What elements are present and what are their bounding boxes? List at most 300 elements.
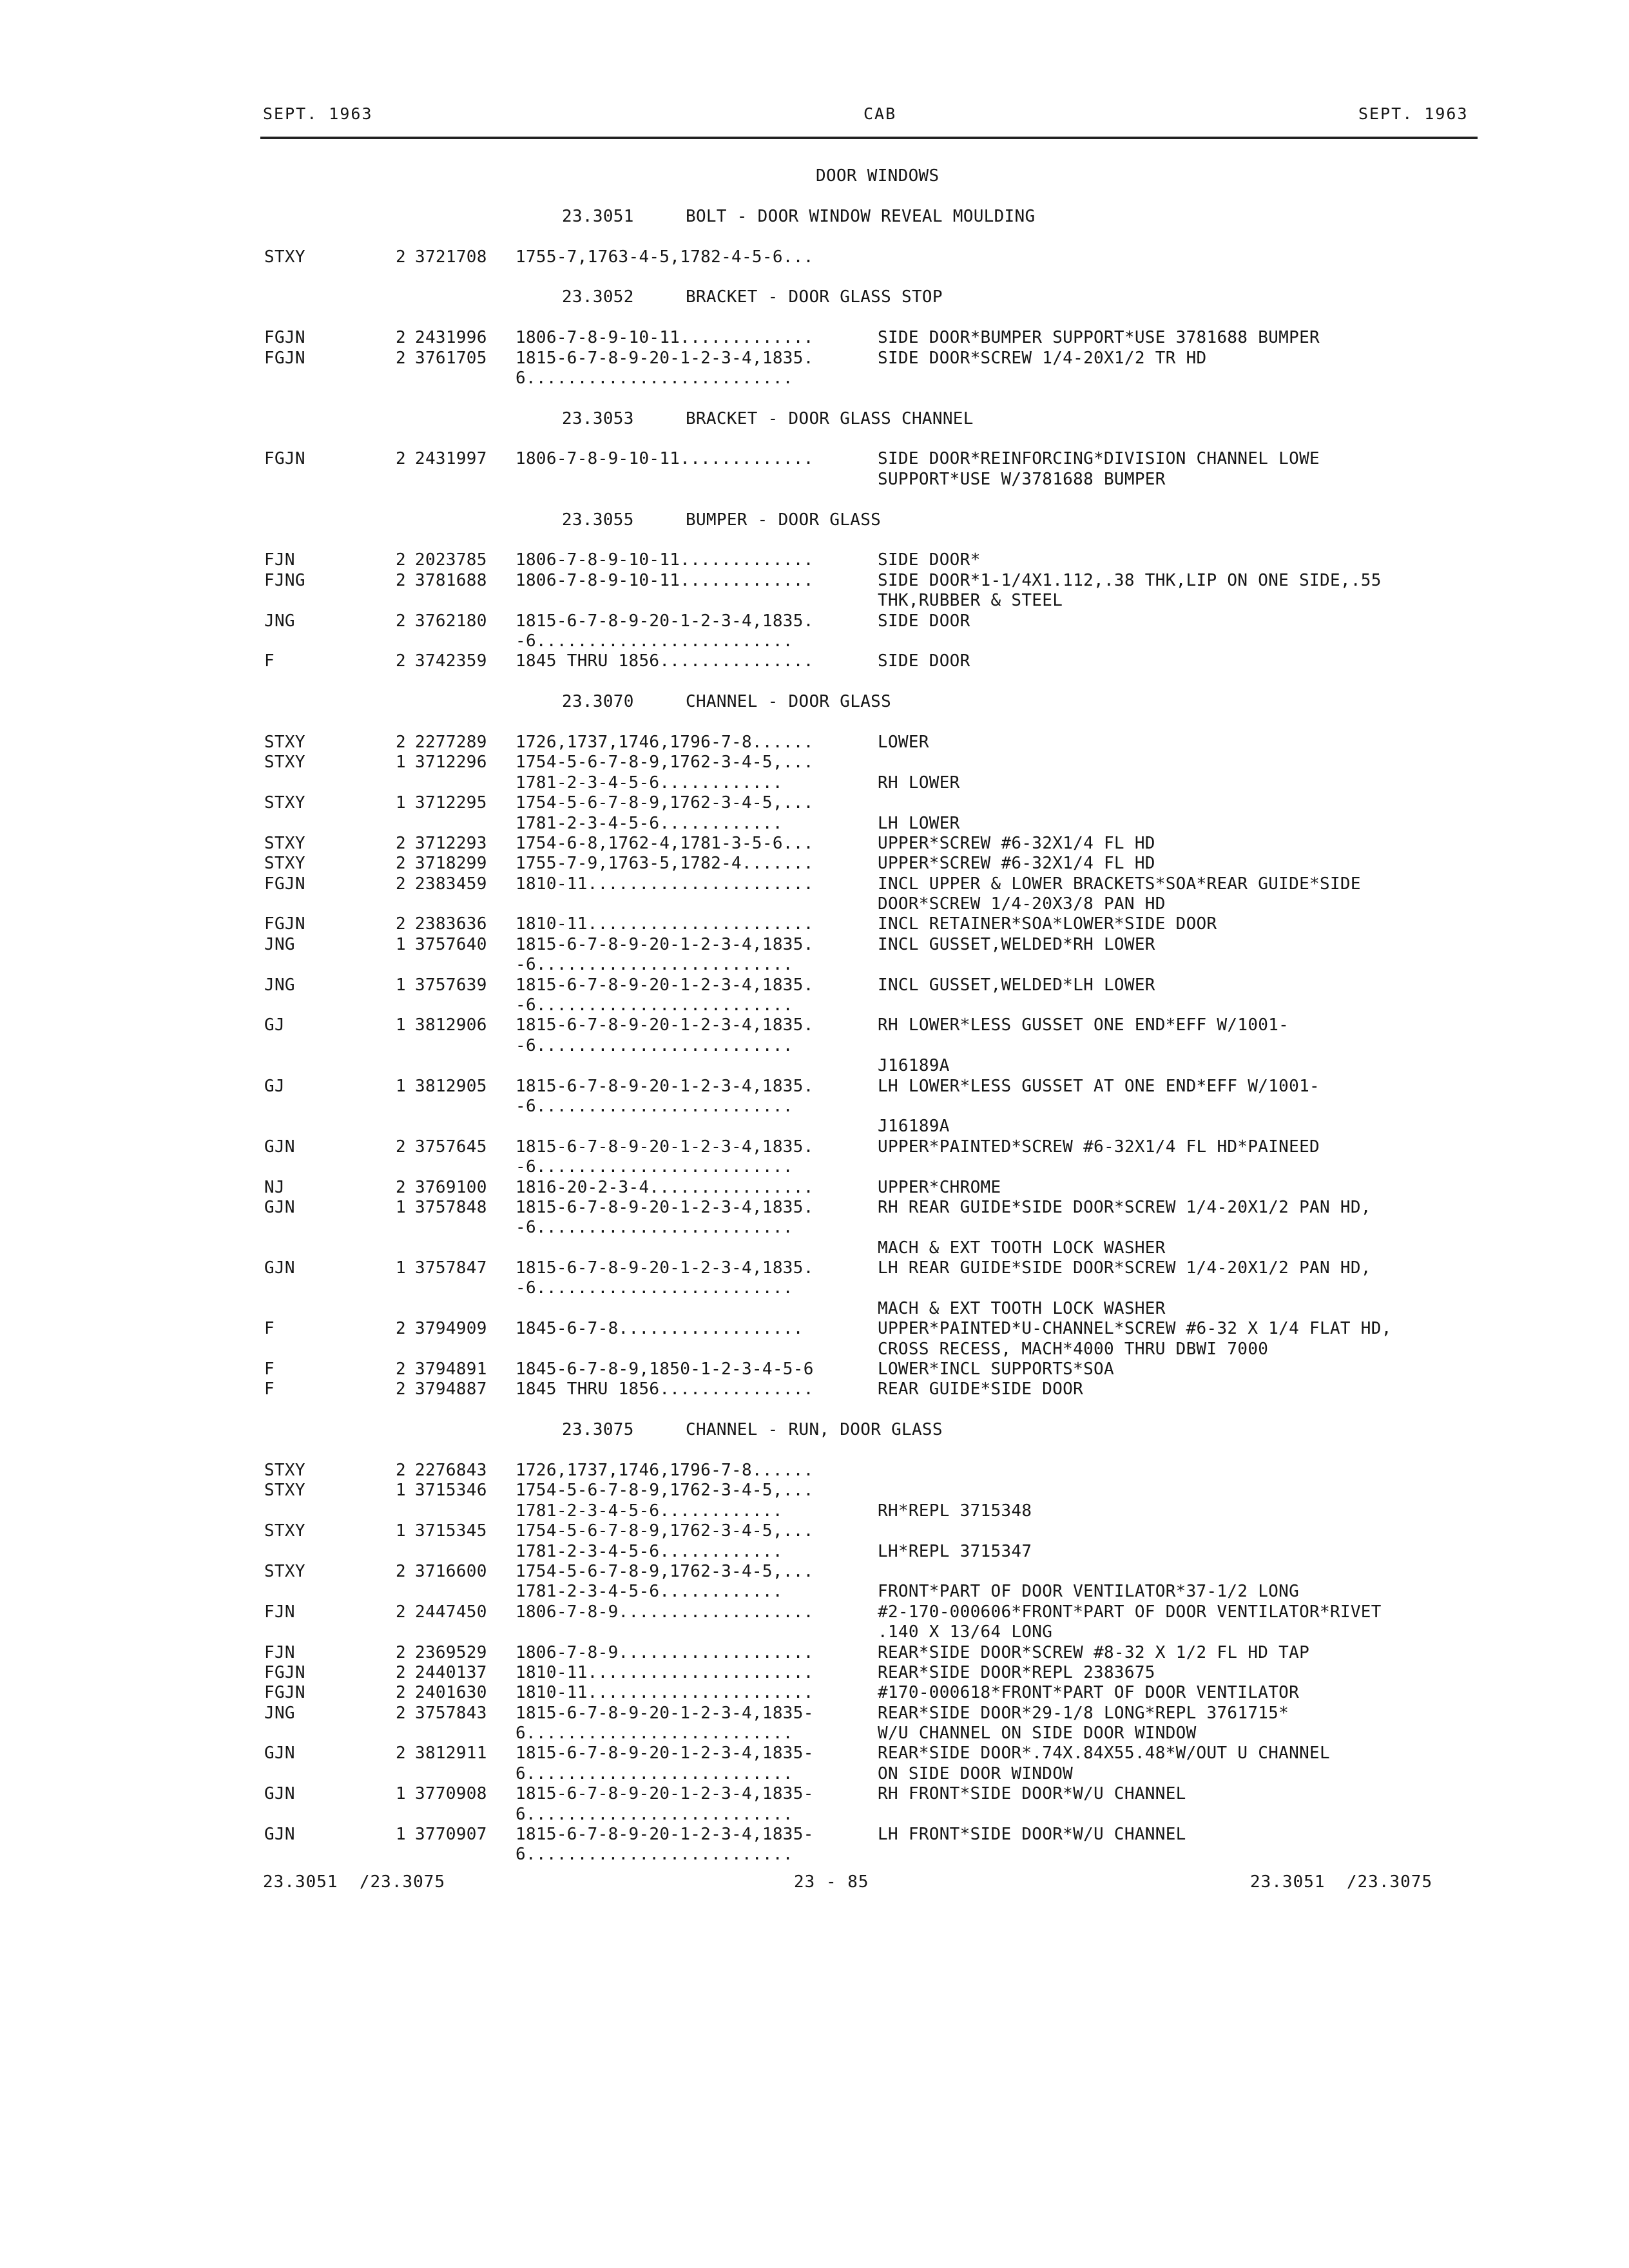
part-description: LOWER (878, 732, 929, 752)
part-row (0, 1744, 1629, 1763)
part-number: 2277289 (415, 732, 487, 752)
part-description: LH REAR GUIDE*SIDE DOOR*SCREW 1/4-20X1/2 PAN HD, (878, 1258, 1371, 1278)
part-row (0, 449, 1629, 469)
model-codes: FGJN (264, 348, 305, 368)
line-spacer (0, 389, 1629, 408)
model-codes: STXY (264, 1561, 305, 1581)
model-codes: STXY (264, 1461, 305, 1480)
application-models: 1815-6-7-8-9-20-1-2-3-4,1835. (516, 975, 814, 995)
application-models: 6.......................... (516, 1724, 793, 1744)
application-models: -6......................... (516, 1035, 793, 1055)
line-spacer (0, 490, 1629, 510)
section-title: BRACKET - DOOR GLASS CHANNEL (686, 408, 974, 428)
quantity: 2 (396, 1703, 406, 1723)
part-number: 3812905 (415, 1076, 487, 1096)
application-models: 1845 THRU 1856............... (516, 651, 814, 671)
quantity: 2 (396, 651, 406, 671)
model-codes: FGJN (264, 1662, 305, 1682)
application-models: 6.......................... (516, 368, 793, 388)
part-number: 3761705 (415, 348, 487, 368)
section-title: BRACKET - DOOR GLASS STOP (686, 287, 943, 307)
part-number: 3770907 (415, 1825, 487, 1845)
quantity: 1 (396, 793, 406, 813)
model-codes: FGJN (264, 1683, 305, 1703)
quantity: 1 (396, 1197, 406, 1217)
part-row (0, 1683, 1629, 1703)
quantity: 2 (396, 1177, 406, 1197)
continuation-line (0, 1764, 1629, 1784)
quantity: 1 (396, 1015, 406, 1035)
part-number: 2431997 (415, 449, 487, 469)
continuation-line (0, 1117, 1629, 1137)
part-number: 3712295 (415, 793, 487, 813)
quantity: 1 (396, 1521, 406, 1541)
model-codes: JNG (264, 975, 295, 995)
model-codes: GJN (264, 1744, 295, 1763)
model-codes: FGJN (264, 449, 305, 469)
part-row (0, 1461, 1629, 1481)
model-codes: GJN (264, 1825, 295, 1845)
model-codes: STXY (264, 247, 305, 267)
part-description: RH LOWER (878, 773, 960, 793)
quantity: 2 (396, 1602, 406, 1622)
part-row (0, 1602, 1629, 1622)
quantity: 1 (396, 975, 406, 995)
part-row (0, 1077, 1629, 1097)
part-row (0, 1360, 1629, 1379)
part-number: 2383459 (415, 874, 487, 894)
section-heading (0, 287, 1629, 307)
part-description: THK,RUBBER & STEEL (878, 591, 1063, 611)
part-row (0, 733, 1629, 753)
model-codes: STXY (264, 732, 305, 752)
part-number: 2401630 (415, 1683, 487, 1703)
quantity: 2 (396, 1744, 406, 1763)
application-models: 1815-6-7-8-9-20-1-2-3-4,1835- (516, 1784, 814, 1804)
part-description: .140 X 13/64 LONG (878, 1622, 1053, 1642)
part-description: J16189A (878, 1117, 950, 1137)
model-codes: FJN (264, 1642, 295, 1662)
continuation-line (0, 1845, 1629, 1865)
line-spacer (0, 186, 1629, 206)
continuation-line (0, 470, 1629, 490)
part-description: RH REAR GUIDE*SIDE DOOR*SCREW 1/4-20X1/2 PAN HD, (878, 1197, 1371, 1217)
continuation-line (0, 591, 1629, 611)
model-codes: STXY (264, 1521, 305, 1541)
continuation-line (0, 1097, 1629, 1117)
part-number: 3721708 (415, 247, 487, 267)
part-row (0, 1258, 1629, 1278)
application-models: 1816-20-2-3-4................ (516, 1177, 814, 1197)
application-models: 1815-6-7-8-9-20-1-2-3-4,1835. (516, 611, 814, 631)
model-codes: GJN (264, 1258, 295, 1278)
quantity: 2 (396, 914, 406, 934)
application-models: 1781-2-3-4-5-6............ (516, 1541, 783, 1561)
model-codes: JNG (264, 611, 295, 631)
part-row (0, 550, 1629, 570)
application-models: 1815-6-7-8-9-20-1-2-3-4,1835. (516, 1076, 814, 1096)
continuation-line (0, 631, 1629, 651)
part-number: 3781688 (415, 570, 487, 590)
section-heading (0, 207, 1629, 227)
part-number: 3757848 (415, 1197, 487, 1217)
continuation-line (0, 1501, 1629, 1521)
part-number: 3716600 (415, 1561, 487, 1581)
quantity: 2 (396, 1561, 406, 1581)
application-models: 1781-2-3-4-5-6............ (516, 773, 783, 793)
model-codes: GJN (264, 1784, 295, 1804)
section-number: 23.3075 (562, 1420, 634, 1440)
application-models: 1815-6-7-8-9-20-1-2-3-4,1835. (516, 1197, 814, 1217)
part-row (0, 935, 1629, 955)
application-models: 1806-7-8-9-10-11............. (516, 570, 814, 590)
part-number: 3712293 (415, 833, 487, 853)
model-codes: GJ (264, 1076, 285, 1096)
model-codes: F (264, 1379, 275, 1399)
application-models: 1815-6-7-8-9-20-1-2-3-4,1835- (516, 1744, 814, 1763)
part-description: UPPER*CHROME (878, 1177, 1001, 1197)
footer-page-number: 23 - 85 (794, 1872, 869, 1892)
model-codes: STXY (264, 793, 305, 813)
application-models: 1754-5-6-7-8-9,1762-3-4-5,... (516, 1481, 814, 1501)
section-heading (0, 510, 1629, 530)
part-row (0, 1562, 1629, 1582)
part-row (0, 1704, 1629, 1724)
part-number: 3757847 (415, 1258, 487, 1278)
part-description: RH FRONT*SIDE DOOR*W/U CHANNEL (878, 1784, 1186, 1804)
part-row (0, 349, 1629, 369)
part-row (0, 328, 1629, 348)
quantity: 2 (396, 833, 406, 853)
model-codes: F (264, 651, 275, 671)
application-models: 1754-5-6-7-8-9,1762-3-4-5,... (516, 793, 814, 813)
header-section: CAB (863, 104, 897, 123)
footer-range-left: 23.3051 /23.3075 (263, 1872, 446, 1892)
application-models: 1754-5-6-7-8-9,1762-3-4-5,... (516, 753, 814, 773)
application-models: 1754-5-6-7-8-9,1762-3-4-5,... (516, 1561, 814, 1581)
continuation-line (0, 1805, 1629, 1825)
part-description: SIDE DOOR*1-1/4X1.112,.38 THK,LIP ON ONE SIDE,.55 (878, 570, 1382, 590)
quantity: 2 (396, 247, 406, 267)
section-number: 23.3055 (562, 510, 634, 530)
model-codes: F (264, 1319, 275, 1339)
continuation-line (0, 1299, 1629, 1319)
continuation-line (0, 814, 1629, 834)
model-codes: FGJN (264, 874, 305, 894)
quantity: 2 (396, 1319, 406, 1339)
application-models: 1806-7-8-9-10-11............. (516, 328, 814, 348)
line-spacer (0, 530, 1629, 550)
quantity: 2 (396, 449, 406, 469)
part-description: REAR GUIDE*SIDE DOOR (878, 1379, 1084, 1399)
part-description: W/U CHANNEL ON SIDE DOOR WINDOW (878, 1724, 1197, 1744)
part-row (0, 854, 1629, 874)
part-number: 3812906 (415, 1015, 487, 1035)
continuation-line (0, 369, 1629, 389)
part-row (0, 793, 1629, 813)
part-number: 3769100 (415, 1177, 487, 1197)
model-codes: JNG (264, 934, 295, 954)
part-description: REAR*SIDE DOOR*29-1/8 LONG*REPL 3761715* (878, 1703, 1289, 1723)
part-description: MACH & EXT TOOTH LOCK WASHER (878, 1298, 1166, 1318)
application-models: 1815-6-7-8-9-20-1-2-3-4,1835. (516, 934, 814, 954)
part-description: LH LOWER (878, 813, 960, 833)
application-models: 1845-6-7-8-9,1850-1-2-3-4-5-6 (516, 1360, 814, 1379)
continuation-line (0, 1582, 1629, 1602)
continuation-line (0, 1340, 1629, 1360)
part-row (0, 1481, 1629, 1501)
application-models: 1806-7-8-9-10-11............. (516, 449, 814, 469)
part-number: 3712296 (415, 753, 487, 773)
application-models: 6.......................... (516, 1763, 793, 1783)
section-title: CHANNEL - RUN, DOOR GLASS (686, 1420, 943, 1440)
model-codes: F (264, 1360, 275, 1379)
model-codes: STXY (264, 1481, 305, 1501)
application-models: 1755-7-9,1763-5,1782-4....... (516, 854, 814, 874)
line-spacer (0, 267, 1629, 287)
application-models: 1726,1737,1746,1796-7-8...... (516, 732, 814, 752)
application-models: 1754-5-6-7-8-9,1762-3-4-5,... (516, 1521, 814, 1541)
continuation-line (0, 955, 1629, 975)
part-row (0, 753, 1629, 773)
part-number: 2447450 (415, 1602, 487, 1622)
continuation-line (0, 1218, 1629, 1238)
part-description: INCL UPPER & LOWER BRACKETS*SOA*REAR GUIDE*SIDE (878, 874, 1361, 894)
application-models: 1810-11...................... (516, 914, 814, 934)
continuation-line (0, 1056, 1629, 1076)
quantity: 2 (396, 1360, 406, 1379)
part-description: UPPER*PAINTED*SCREW #6-32X1/4 FL HD*PAINEED (878, 1137, 1320, 1157)
quantity: 2 (396, 1683, 406, 1703)
application-models: 1810-11...................... (516, 874, 814, 894)
section-number: 23.3053 (562, 408, 634, 428)
model-codes: STXY (264, 833, 305, 853)
part-row (0, 1198, 1629, 1218)
quantity: 2 (396, 550, 406, 570)
part-number: 2440137 (415, 1662, 487, 1682)
part-number: 3742359 (415, 651, 487, 671)
line-spacer (0, 1400, 1629, 1420)
application-models: -6......................... (516, 1278, 793, 1298)
application-models: 1755-7,1763-4-5,1782-4-5-6... (516, 247, 814, 267)
application-models: 1815-6-7-8-9-20-1-2-3-4,1835- (516, 1825, 814, 1845)
quantity: 2 (396, 570, 406, 590)
part-row (0, 571, 1629, 591)
continuation-line (0, 773, 1629, 793)
page-title (0, 166, 1629, 186)
application-models: 1806-7-8-9................... (516, 1602, 814, 1622)
continuation-line (0, 1157, 1629, 1177)
part-row (0, 1784, 1629, 1804)
part-description: INCL RETAINER*SOA*LOWER*SIDE DOOR (878, 914, 1217, 934)
part-description: #170-000618*FRONT*PART OF DOOR VENTILATOR (878, 1683, 1300, 1703)
part-description: SIDE DOOR (878, 611, 970, 631)
model-codes: JNG (264, 1703, 295, 1723)
part-row (0, 651, 1629, 671)
model-codes: FJN (264, 1602, 295, 1622)
application-models: 6.......................... (516, 1845, 793, 1865)
application-models: 1815-6-7-8-9-20-1-2-3-4,1835- (516, 1703, 814, 1723)
header-rule (260, 137, 1478, 139)
model-codes: FJN (264, 550, 295, 570)
part-row (0, 611, 1629, 631)
part-number: 3757843 (415, 1703, 487, 1723)
part-number: 2383636 (415, 914, 487, 934)
quantity: 2 (396, 732, 406, 752)
part-number: 3757639 (415, 975, 487, 995)
application-models: 1815-6-7-8-9-20-1-2-3-4,1835. (516, 348, 814, 368)
quantity: 2 (396, 1137, 406, 1157)
part-description: SIDE DOOR*REINFORCING*DIVISION CHANNEL LOWE (878, 449, 1320, 469)
section-heading (0, 409, 1629, 429)
continuation-line (0, 1542, 1629, 1562)
part-row (0, 975, 1629, 995)
part-number: 3770908 (415, 1784, 487, 1804)
application-models: 1806-7-8-9................... (516, 1642, 814, 1662)
part-row (0, 247, 1629, 267)
part-number: 2369529 (415, 1642, 487, 1662)
part-number: 3812911 (415, 1744, 487, 1763)
line-spacer (0, 713, 1629, 733)
part-description: REAR*SIDE DOOR*.74X.84X55.48*W/OUT U CHANNEL (878, 1744, 1330, 1763)
part-description: FRONT*PART OF DOOR VENTILATOR*37-1/2 LONG (878, 1582, 1300, 1602)
part-number: 2276843 (415, 1461, 487, 1480)
part-description: RH LOWER*LESS GUSSET ONE END*EFF W/1001- (878, 1015, 1289, 1035)
part-number: 2431996 (415, 328, 487, 348)
part-row (0, 1137, 1629, 1157)
part-number: 3718299 (415, 854, 487, 874)
model-codes: GJN (264, 1137, 295, 1157)
part-description: #2-170-000606*FRONT*PART OF DOOR VENTILATOR*RIVET (878, 1602, 1382, 1622)
page-title-text: DOOR WINDOWS (816, 166, 940, 186)
part-number: 3757640 (415, 934, 487, 954)
part-number: 3715345 (415, 1521, 487, 1541)
part-description: LOWER*INCL SUPPORTS*SOA (878, 1360, 1114, 1379)
part-description: INCL GUSSET,WELDED*LH LOWER (878, 975, 1155, 995)
part-number: 3762180 (415, 611, 487, 631)
continuation-line (0, 1036, 1629, 1056)
part-row (0, 1379, 1629, 1399)
part-description: UPPER*SCREW #6-32X1/4 FL HD (878, 854, 1155, 874)
continuation-line (0, 1238, 1629, 1258)
application-models: 1815-6-7-8-9-20-1-2-3-4,1835. (516, 1258, 814, 1278)
part-description: UPPER*SCREW #6-32X1/4 FL HD (878, 833, 1155, 853)
quantity: 2 (396, 1461, 406, 1480)
quantity: 1 (396, 753, 406, 773)
part-description: LH FRONT*SIDE DOOR*W/U CHANNEL (878, 1825, 1186, 1845)
part-row (0, 1521, 1629, 1541)
part-row (0, 834, 1629, 854)
quantity: 2 (396, 1379, 406, 1399)
part-description: UPPER*PAINTED*U-CHANNEL*SCREW #6-32 X 1/4 FLAT HD, (878, 1319, 1392, 1339)
part-row (0, 1015, 1629, 1035)
application-models: -6......................... (516, 1096, 793, 1116)
part-description: SIDE DOOR* (878, 550, 981, 570)
quantity: 2 (396, 348, 406, 368)
part-number: 2023785 (415, 550, 487, 570)
part-number: 3715346 (415, 1481, 487, 1501)
quantity: 2 (396, 1642, 406, 1662)
part-row (0, 914, 1629, 934)
application-models: 1726,1737,1746,1796-7-8...... (516, 1461, 814, 1480)
section-title: CHANNEL - DOOR GLASS (686, 692, 892, 712)
line-spacer (0, 672, 1629, 692)
application-models: 1815-6-7-8-9-20-1-2-3-4,1835. (516, 1137, 814, 1157)
model-codes: STXY (264, 854, 305, 874)
application-models: -6......................... (516, 1218, 793, 1238)
part-description: J16189A (878, 1056, 950, 1076)
part-description: REAR*SIDE DOOR*SCREW #8-32 X 1/2 FL HD TAP (878, 1642, 1310, 1662)
application-models: 6.......................... (516, 1804, 793, 1824)
part-number: 3794887 (415, 1379, 487, 1399)
part-row (0, 1825, 1629, 1845)
part-description: MACH & EXT TOOTH LOCK WASHER (878, 1238, 1166, 1258)
model-codes: FJNG (264, 570, 305, 590)
quantity: 1 (396, 1076, 406, 1096)
application-models: 1781-2-3-4-5-6............ (516, 1501, 783, 1521)
section-heading (0, 1420, 1629, 1440)
quantity: 2 (396, 854, 406, 874)
application-models: 1754-6-8,1762-4,1781-3-5-6... (516, 833, 814, 853)
model-codes: NJ (264, 1177, 285, 1197)
part-description: SUPPORT*USE W/3781688 BUMPER (878, 469, 1166, 489)
continuation-line (0, 995, 1629, 1015)
part-description: INCL GUSSET,WELDED*RH LOWER (878, 934, 1155, 954)
section-title: BOLT - DOOR WINDOW REVEAL MOULDING (686, 206, 1036, 226)
part-description: LH*REPL 3715347 (878, 1541, 1032, 1561)
part-description: CROSS RECESS, MACH*4000 THRU DBWI 7000 (878, 1339, 1269, 1359)
continuation-line (0, 1278, 1629, 1298)
part-description: RH*REPL 3715348 (878, 1501, 1032, 1521)
section-number: 23.3052 (562, 287, 634, 307)
line-spacer (0, 1441, 1629, 1461)
application-models: 1845-6-7-8.................. (516, 1319, 804, 1339)
model-codes: FGJN (264, 328, 305, 348)
part-description: LH LOWER*LESS GUSSET AT ONE END*EFF W/1001- (878, 1076, 1320, 1096)
header-date-right: SEPT. 1963 (1358, 104, 1469, 123)
continuation-line (0, 1724, 1629, 1744)
part-description: ON SIDE DOOR WINDOW (878, 1763, 1074, 1783)
application-models: -6......................... (516, 955, 793, 975)
model-codes: FGJN (264, 914, 305, 934)
application-models: 1845 THRU 1856............... (516, 1379, 814, 1399)
parts-listing (0, 166, 1629, 1865)
model-codes: STXY (264, 753, 305, 773)
application-models: 1815-6-7-8-9-20-1-2-3-4,1835. (516, 1015, 814, 1035)
quantity: 1 (396, 1258, 406, 1278)
quantity: 1 (396, 1481, 406, 1501)
application-models: 1781-2-3-4-5-6............ (516, 1582, 783, 1602)
part-row (0, 1319, 1629, 1339)
quantity: 2 (396, 874, 406, 894)
quantity: 1 (396, 1784, 406, 1804)
continuation-line (0, 1622, 1629, 1642)
part-row (0, 1663, 1629, 1683)
part-description: REAR*SIDE DOOR*REPL 2383675 (878, 1662, 1155, 1682)
quantity: 1 (396, 934, 406, 954)
application-models: -6......................... (516, 1157, 793, 1177)
part-description: SIDE DOOR*SCREW 1/4-20X1/2 TR HD (878, 348, 1207, 368)
quantity: 2 (396, 328, 406, 348)
quantity: 1 (396, 1825, 406, 1845)
application-models: -6......................... (516, 995, 793, 1015)
quantity: 2 (396, 1662, 406, 1682)
section-number: 23.3051 (562, 206, 634, 226)
application-models: 1781-2-3-4-5-6............ (516, 813, 783, 833)
part-description: SIDE DOOR*BUMPER SUPPORT*USE 3781688 BUMPER (878, 328, 1320, 348)
part-description: DOOR*SCREW 1/4-20X3/8 PAN HD (878, 894, 1166, 914)
application-models: 1810-11...................... (516, 1662, 814, 1682)
